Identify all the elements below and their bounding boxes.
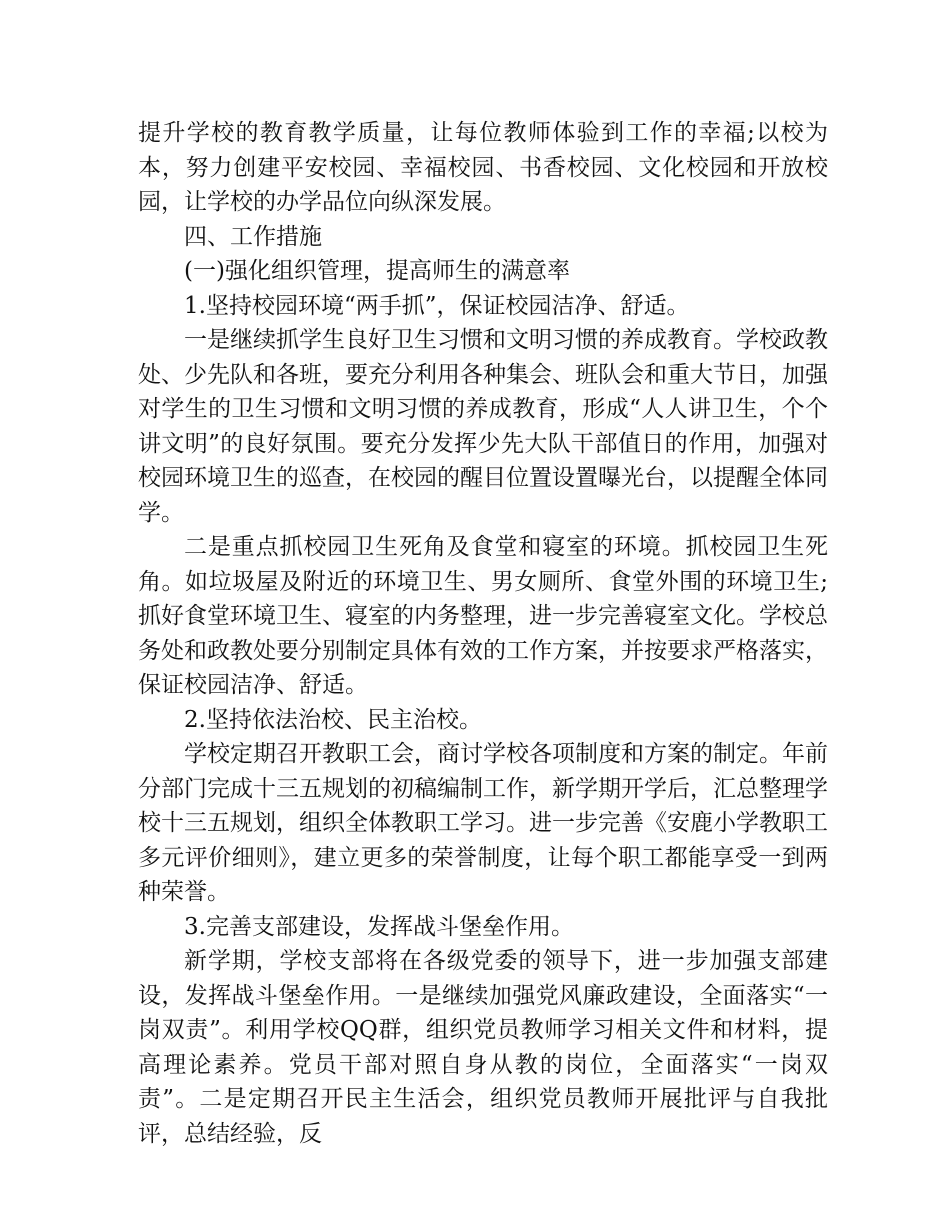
document-body bbox=[138, 116, 828, 1151]
paragraph-2: 一是继续抓学生良好卫生习惯和文明习惯的养成教育。学校政教处、少先队和各班，要充分利用各种集会、班队会和重大节日，加强对学生的卫生习惯和文明习惯的养成教育，形成“人人讲卫生，个个讲文明”的良好氛围。要充分发挥少先大队干部值日的作用，加强对校园环境卫生的巡查，在校园的醒目位置设置曝光台，以提醒全体同学。 bbox=[138, 327, 828, 526]
paragraph-5: 新学期，学校支部将在各级党委的领导下，进一步加强支部建设，发挥战斗堡垒作用。一是继续加强党风廉政建设，全面落实“一岗双责”。利用学校QQ群，组织党员教师学习相关文件和材料，提高理论素养。党员干部对照自身从教的岗位，全面落实“一岗双责”。二是定期召开民主生活会，组织党员教师开展批评与自我批评，总结经验，反 bbox=[138, 948, 828, 1147]
item-heading-3: 3.完善支部建设，发挥战斗堡垒作用。 bbox=[184, 913, 574, 940]
section-heading: 四、工作措施 bbox=[184, 223, 322, 250]
item-heading-1: 1.坚持校园环境“两手抓”，保证校园洁净、舒适。 bbox=[184, 292, 690, 319]
subsection-heading: (一)强化组织管理，提高师生的满意率 bbox=[184, 258, 570, 284]
paragraph-4: 学校定期召开教职工会，商讨学校各项制度和方案的制定。年前分部门完成十三五规划的初稿编制工作，新学期开学后，汇总整理学校十三五规划，组织全体教职工学习。进一步完善《安鹿小学教职工多元评价细则》，建立更多的荣誉制度，让每个职工都能享受一到两种荣誉。 bbox=[138, 741, 828, 905]
item-heading-2: 2.坚持依法治校、民主治校。 bbox=[184, 706, 482, 733]
paragraph-3: 二是重点抓校园卫生死角及食堂和寝室的环境。抓校园卫生死角。如垃圾屋及附近的环境卫生、男女厕所、食堂外围的环境卫生;抓好食堂环境卫生、寝室的内务整理，进一步完善寝室文化。学校总务处和政教处要分别制定具体有效的工作方案，并按要求严格落实，保证校园洁净、舒适。 bbox=[138, 534, 828, 698]
paragraph-1: 提升学校的教育教学质量，让每位教师体验到工作的幸福;以校为本，努力创建平安校园、幸福校园、书香校园、文化校园和开放校园，让学校的办学品位向纵深发展。 bbox=[138, 120, 828, 215]
